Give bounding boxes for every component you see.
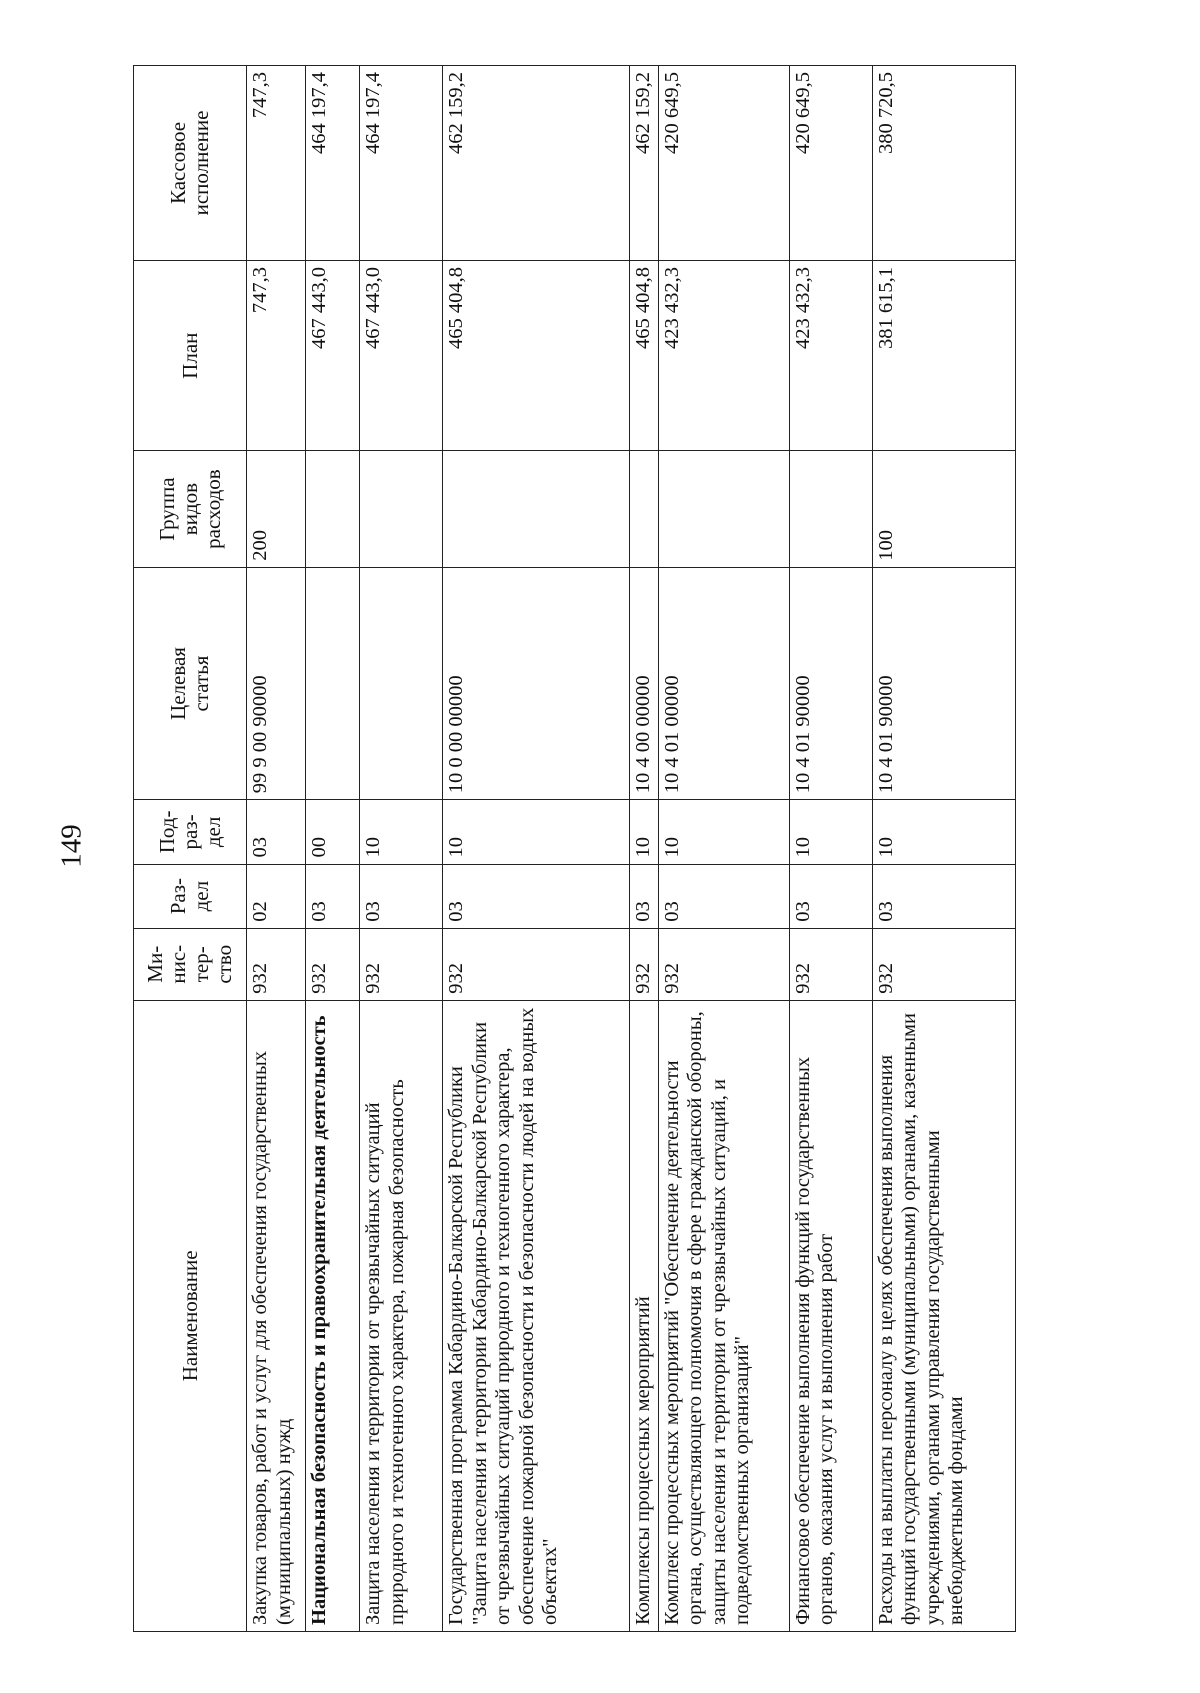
row-section: 03 — [443, 864, 630, 928]
table-row — [789, 66, 872, 1632]
row-ministry: 932 — [872, 928, 1015, 1000]
row-subsection: 10 — [872, 800, 1015, 864]
row-section: 03 — [658, 864, 789, 928]
row-execution: 464 197,4 — [306, 66, 360, 261]
row-ministry: 932 — [443, 928, 630, 1000]
row-target — [360, 567, 443, 800]
row-name: Комплексы процессных мероприятий — [630, 1000, 659, 1631]
table-row — [443, 66, 630, 1632]
row-execution: 420 649,5 — [789, 66, 872, 261]
table-row — [306, 66, 360, 1632]
row-group — [658, 451, 789, 567]
budget-table — [133, 65, 1016, 1632]
header-subsection: Под- раз- дел — [134, 800, 247, 864]
table-row — [360, 66, 443, 1632]
row-name: Комплекс процессных мероприятий "Обеспечение деятельности органа, осуществляющего полномочия в сфере гражданской обороны, защиты населения и территории от чрезвычайных ситуаций, и подведомственных организаций" — [658, 1000, 789, 1631]
header-name: Наименование — [134, 1000, 247, 1631]
header-group: Группа видов расходов — [134, 451, 247, 567]
row-group: 200 — [247, 451, 306, 567]
row-name: Закупка товаров, работ и услуг для обеспечения государственных (муниципальных) нужд — [247, 1000, 306, 1631]
header-execution: Кассовое исполнение — [134, 66, 247, 261]
row-ministry: 932 — [789, 928, 872, 1000]
row-subsection: 10 — [360, 800, 443, 864]
row-ministry: 932 — [247, 928, 306, 1000]
row-target: 10 4 01 00000 — [658, 567, 789, 800]
row-section: 03 — [360, 864, 443, 928]
row-target: 10 4 01 90000 — [872, 567, 1015, 800]
row-group — [630, 451, 659, 567]
row-plan: 465 404,8 — [630, 260, 659, 450]
row-group — [789, 451, 872, 567]
row-execution: 462 159,2 — [443, 66, 630, 261]
table-row — [872, 66, 1015, 1632]
row-execution: 462 159,2 — [630, 66, 659, 261]
row-target: 10 4 00 00000 — [630, 567, 659, 800]
row-ministry: 932 — [658, 928, 789, 1000]
row-plan: 423 432,3 — [789, 260, 872, 450]
row-execution: 464 197,4 — [360, 66, 443, 261]
row-plan: 465 404,8 — [443, 260, 630, 450]
row-target: 10 4 01 90000 — [789, 567, 872, 800]
page-number: 149 — [55, 824, 88, 868]
row-group: 100 — [872, 451, 1015, 567]
row-group — [443, 451, 630, 567]
table-row — [658, 66, 789, 1632]
row-target: 99 9 00 90000 — [247, 567, 306, 800]
row-subsection: 10 — [443, 800, 630, 864]
row-target — [306, 567, 360, 800]
row-section: 02 — [247, 864, 306, 928]
row-subsection: 10 — [630, 800, 659, 864]
row-plan: 747,3 — [247, 260, 306, 450]
row-name: Финансовое обеспечение выполнения функций государственных органов, оказания услуг и выполнения работ — [789, 1000, 872, 1631]
row-ministry: 932 — [360, 928, 443, 1000]
row-group — [360, 451, 443, 567]
table-row — [247, 66, 306, 1632]
row-name: Национальная безопасность и правоохранительная деятельность — [306, 1000, 360, 1631]
rotated-page — [133, 65, 1083, 1632]
row-subsection: 00 — [306, 800, 360, 864]
row-subsection: 03 — [247, 800, 306, 864]
row-ministry: 932 — [306, 928, 360, 1000]
row-group — [306, 451, 360, 567]
row-execution: 747,3 — [247, 66, 306, 261]
row-section: 03 — [872, 864, 1015, 928]
header-target: Целевая статья — [134, 567, 247, 800]
row-name: Защита населения и территории от чрезвычайных ситуаций природного и техногенного характера, пожарная безопасность — [360, 1000, 443, 1631]
header-ministry: Ми- нис- тер- ство — [134, 928, 247, 1000]
row-subsection: 10 — [658, 800, 789, 864]
header-section: Раз- дел — [134, 864, 247, 928]
row-subsection: 10 — [789, 800, 872, 864]
table-row — [630, 66, 659, 1632]
row-plan: 467 443,0 — [306, 260, 360, 450]
row-section: 03 — [630, 864, 659, 928]
row-execution: 420 649,5 — [658, 66, 789, 261]
row-target: 10 0 00 00000 — [443, 567, 630, 800]
row-section: 03 — [306, 864, 360, 928]
row-name: Расходы на выплаты персоналу в целях обеспечения выполнения функций государственными (муниципальными) органами, казенными учреждениями, органами управления государственными внебюджетными фондами — [872, 1000, 1015, 1631]
row-section: 03 — [789, 864, 872, 928]
row-plan: 381 615,1 — [872, 260, 1015, 450]
row-plan: 467 443,0 — [360, 260, 443, 450]
row-name: Государственная программа Кабардино-Балкарской Республики "Защита населения и территории Кабардино-Балкарской Республики от чрезвычайных ситуаций природного и техногенного характера, обеспечение пожарной безопасности и безопасности людей на водных объектах" — [443, 1000, 630, 1631]
row-ministry: 932 — [630, 928, 659, 1000]
header-plan: План — [134, 260, 247, 450]
row-plan: 423 432,3 — [658, 260, 789, 450]
row-execution: 380 720,5 — [872, 66, 1015, 261]
